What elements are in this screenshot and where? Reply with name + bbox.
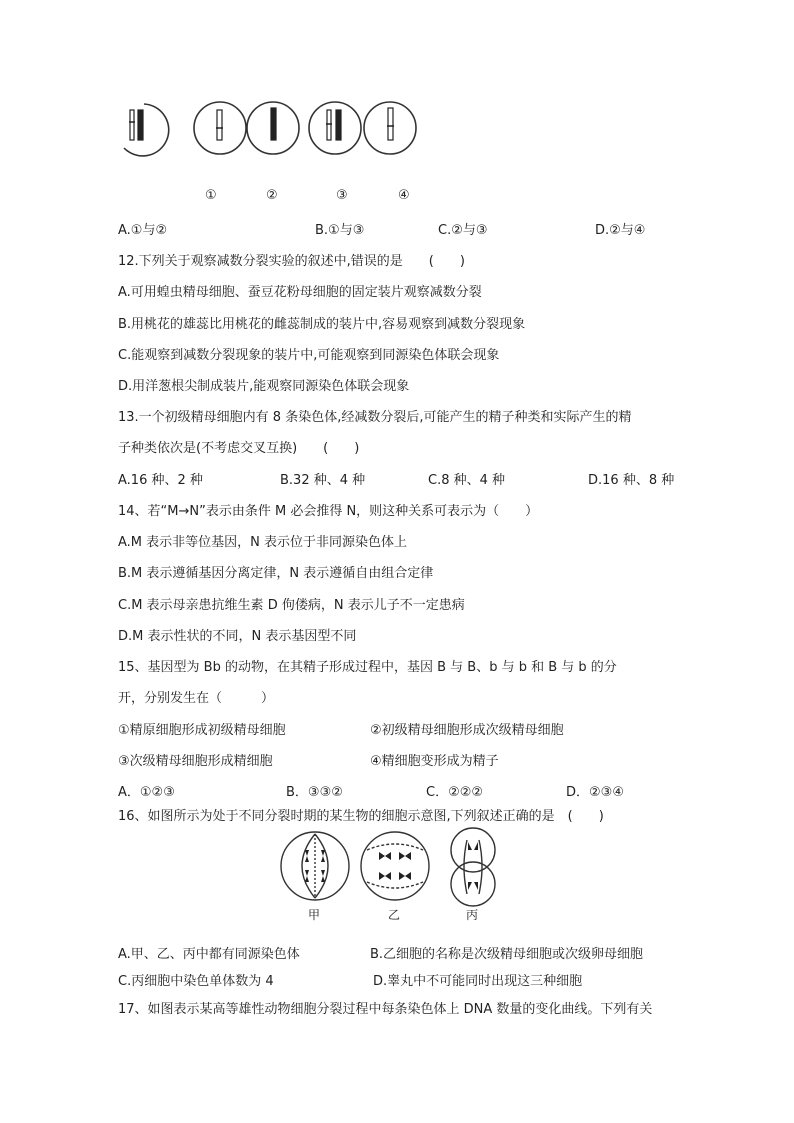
q17-stem: 17、如图表示某高等雄性动物细胞分裂过程中每条染色体上 DNA 数量的变化曲线。下列有关 [118,1002,653,1017]
q16-option-c: C.丙细胞中染色单体数为 4 [118,974,274,989]
fig-label-yi: 乙 [388,908,401,922]
q11-option-c: C.②与③ [438,223,488,238]
fig-label-bing: 丙 [466,908,479,922]
q13-stem-line2: 子种类依次是(不考虑交叉互换) ( ) [118,441,360,456]
circle-label-1: ① [205,188,217,203]
q15-item-4: ④精细胞变形成为精子 [370,754,499,769]
circle-label-4: ④ [398,188,410,203]
q15-option-c: C．②②② [426,785,484,800]
q15-stem-line2: 开，分别发生在（ ） [118,691,275,706]
q12-option-d: D.用洋葱根尖制成装片,能观察同源染色体联会现象 [118,379,410,394]
q13-option-b: B.32 种、4 种 [280,473,366,488]
q11-option-a: A.①与② [118,223,168,238]
chromosome-circles-figure [110,98,420,158]
q13-option-c: C.8 种、4 种 [428,473,506,488]
circle-label-2: ② [266,188,278,203]
q16-stem: 16、如图所示为处于不同分裂时期的某生物的细胞示意图,下列叙述正确的是 ( ) [118,809,604,824]
q12-option-a: A.可用蝗虫精母细胞、蚕豆花粉母细胞的固定装片观察减数分裂 [118,285,482,300]
q13-stem-line1: 13.一个初级精母细胞内有 8 条染色体,经减数分裂后,可能产生的精子种类和实际产生的精 [118,410,632,425]
q15-item-2: ②初级精母细胞形成次级精母细胞 [370,723,564,738]
q11-option-b: B.①与③ [315,223,365,238]
q12-option-c: C.能观察到减数分裂现象的装片中,可能观察到同源染色体联会现象 [118,348,500,363]
q15-item-3: ③次级精母细胞形成精细胞 [118,754,273,769]
q15-option-d: D．②③④ [566,785,624,800]
q13-option-a: A.16 种、2 种 [118,473,203,488]
fig-label-jia: 甲 [308,908,321,922]
circle-label-3: ③ [336,188,348,203]
q15-option-a: A．①②③ [118,785,175,800]
q14-option-b: B.M 表示遵循基因分离定律，N 表示遵循自由组合定律 [118,566,434,581]
q15-item-1: ①精原细胞形成初级精母细胞 [118,723,286,738]
q11-option-d: D.②与④ [595,223,646,238]
q14-option-a: A.M 表示非等位基因，N 表示位于非同源染色体上 [118,535,408,550]
q14-stem: 14、若“M→N”表示由条件 M 必会推得 N，则这种关系可表示为（ ） [118,504,539,519]
q16-option-a: A.甲、乙、丙中都有同源染色体 [118,947,300,962]
q12-stem: 12.下列关于观察减数分裂实验的叙述中,错误的是 ( ) [118,254,465,269]
q13-option-d: D.16 种、8 种 [588,473,675,488]
q16-option-d: D.睾丸中不可能同时出现这三种细胞 [373,974,583,989]
q16-option-b: B.乙细胞的名称是次级精母细胞或次级卵母细胞 [370,947,644,962]
q15-stem-line1: 15、基因型为 Bb 的动物，在其精子形成过程中，基因 B 与 B、b 与 b 和 B 与 b 的分 [118,660,617,675]
q14-option-c: C.M 表示母亲患抗维生素 D 佝偻病，N 表示儿子不一定患病 [118,598,465,613]
q12-option-b: B.用桃花的雄蕊比用桃花的雌蕊制成的装片中,容易观察到减数分裂现象 [118,317,526,332]
q14-option-d: D.M 表示性状的不同，N 表示基因型不同 [118,629,357,644]
q15-option-b: B．③③② [286,785,343,800]
